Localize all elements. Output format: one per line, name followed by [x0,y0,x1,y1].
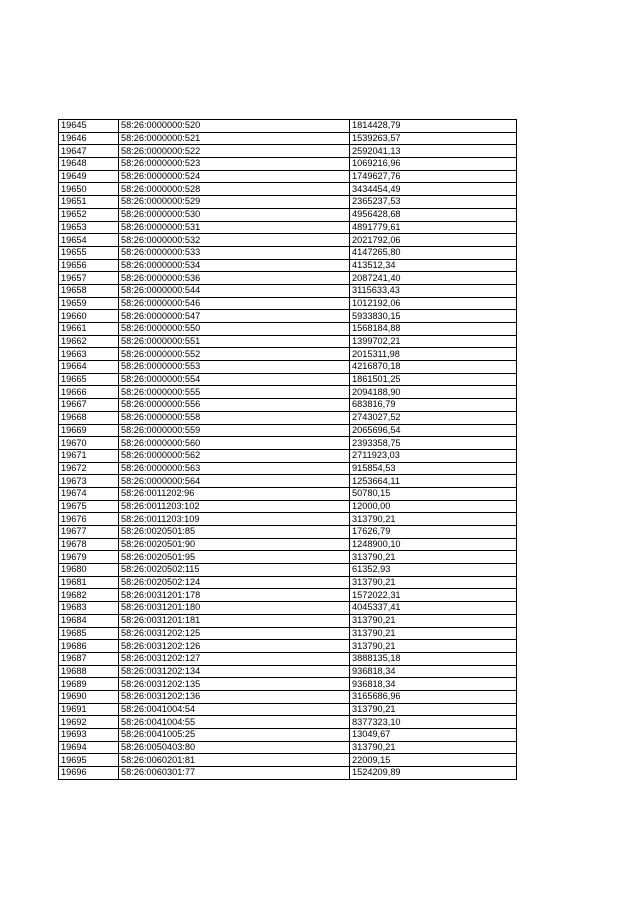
value-cell: 3434454,49 [350,183,517,196]
value-cell: 936818,34 [350,678,517,691]
cadastral-number-cell: 58:26:0020501:95 [119,551,350,564]
table-row [59,259,517,272]
row-number-cell: 19661 [59,323,119,336]
cadastral-number-cell: 58:26:0000000:529 [119,196,350,209]
table-row [59,132,517,145]
cadastral-number-cell: 58:26:0000000:521 [119,132,350,145]
cadastral-number-cell: 58:26:0000000:562 [119,449,350,462]
value-cell: 313790,21 [350,703,517,716]
value-cell: 313790,21 [350,627,517,640]
value-cell: 1568184,88 [350,323,517,336]
row-number-cell: 19650 [59,183,119,196]
table-row [59,754,517,767]
value-cell: 8377323,10 [350,716,517,729]
row-number-cell: 19648 [59,158,119,171]
table-row [59,767,517,780]
cadastral-number-cell: 58:26:0000000:563 [119,462,350,475]
cadastral-number-cell: 58:26:0000000:520 [119,120,350,133]
cadastral-number-cell: 58:26:0041005:25 [119,729,350,742]
value-cell: 50780,15 [350,487,517,500]
cadastral-number-cell: 58:26:0020501:90 [119,538,350,551]
cadastral-number-cell: 58:26:0060301:77 [119,767,350,780]
table-row [59,183,517,196]
cadastral-number-cell: 58:26:0031201:178 [119,589,350,602]
value-cell: 2365237,53 [350,196,517,209]
cadastral-number-cell: 58:26:0000000:554 [119,373,350,386]
value-cell: 2015311,98 [350,348,517,361]
cadastral-number-cell: 58:26:0031202:127 [119,652,350,665]
row-number-cell: 19690 [59,690,119,703]
cadastral-number-cell: 58:26:0000000:528 [119,183,350,196]
row-number-cell: 19668 [59,411,119,424]
value-cell: 313790,21 [350,513,517,526]
cadastral-number-cell: 58:26:0031201:181 [119,614,350,627]
row-number-cell: 19645 [59,120,119,133]
value-cell: 2592041,13 [350,145,517,158]
table-row [59,475,517,488]
cadastral-number-cell: 58:26:0060201:81 [119,754,350,767]
table-body [59,120,517,780]
value-cell: 313790,21 [350,614,517,627]
table-row [59,348,517,361]
table-row [59,538,517,551]
value-cell: 1248900,10 [350,538,517,551]
row-number-cell: 19647 [59,145,119,158]
value-cell: 1861501,25 [350,373,517,386]
cadastral-number-cell: 58:26:0031202:134 [119,665,350,678]
value-cell: 1069216,96 [350,158,517,171]
row-number-cell: 19692 [59,716,119,729]
cadastral-number-cell: 58:26:0031202:136 [119,690,350,703]
cadastral-number-cell: 58:26:0031202:126 [119,640,350,653]
table-row [59,640,517,653]
table-row [59,373,517,386]
table-row [59,589,517,602]
row-number-cell: 19653 [59,221,119,234]
row-number-cell: 19681 [59,576,119,589]
table-row [59,665,517,678]
table-row [59,487,517,500]
table-row [59,500,517,513]
cadastral-number-cell: 58:26:0020502:115 [119,564,350,577]
row-number-cell: 19682 [59,589,119,602]
value-cell: 5933830,15 [350,310,517,323]
row-number-cell: 19683 [59,602,119,615]
row-number-cell: 19652 [59,208,119,221]
cadastral-number-cell: 58:26:0031201:180 [119,602,350,615]
cadastral-number-cell: 58:26:0000000:556 [119,399,350,412]
cadastral-number-cell: 58:26:0020501:85 [119,526,350,539]
row-number-cell: 19662 [59,335,119,348]
value-cell: 4216870,18 [350,361,517,374]
row-number-cell: 19651 [59,196,119,209]
cadastral-number-cell: 58:26:0000000:550 [119,323,350,336]
cadastral-number-cell: 58:26:0020502:124 [119,576,350,589]
table-row [59,703,517,716]
value-cell: 1253664,11 [350,475,517,488]
table-row [59,614,517,627]
row-number-cell: 19649 [59,170,119,183]
table-row [59,576,517,589]
cadastral-number-cell: 58:26:0000000:559 [119,424,350,437]
value-cell: 3115633,43 [350,284,517,297]
value-cell: 1399702,21 [350,335,517,348]
cadastral-number-cell: 58:26:0000000:552 [119,348,350,361]
cadastral-number-cell: 58:26:0000000:546 [119,297,350,310]
table-row [59,399,517,412]
table-row [59,284,517,297]
table-row [59,158,517,171]
value-cell: 936818,34 [350,665,517,678]
row-number-cell: 19664 [59,361,119,374]
cadastral-number-cell: 58:26:0000000:544 [119,284,350,297]
cadastral-value-table [58,119,517,780]
table-row [59,551,517,564]
row-number-cell: 19674 [59,487,119,500]
value-cell: 313790,21 [350,576,517,589]
row-number-cell: 19672 [59,462,119,475]
value-cell: 61352,93 [350,564,517,577]
value-cell: 4956428,68 [350,208,517,221]
table-row [59,462,517,475]
row-number-cell: 19675 [59,500,119,513]
table-row [59,297,517,310]
value-cell: 313790,21 [350,551,517,564]
value-cell: 1524209,89 [350,767,517,780]
cadastral-number-cell: 58:26:0000000:524 [119,170,350,183]
row-number-cell: 19688 [59,665,119,678]
row-number-cell: 19684 [59,614,119,627]
value-cell: 2065696,54 [350,424,517,437]
value-cell: 1539263,57 [350,132,517,145]
cadastral-number-cell: 58:26:0000000:522 [119,145,350,158]
cadastral-number-cell: 58:26:0000000:564 [119,475,350,488]
value-cell: 17626,79 [350,526,517,539]
cadastral-number-cell: 58:26:0000000:558 [119,411,350,424]
cadastral-number-cell: 58:26:0000000:523 [119,158,350,171]
value-cell: 13049,67 [350,729,517,742]
row-number-cell: 19676 [59,513,119,526]
cadastral-number-cell: 58:26:0031202:125 [119,627,350,640]
value-cell: 1012192,06 [350,297,517,310]
row-number-cell: 19686 [59,640,119,653]
row-number-cell: 19677 [59,526,119,539]
value-cell: 915854,53 [350,462,517,475]
value-cell: 4147265,80 [350,246,517,259]
row-number-cell: 19658 [59,284,119,297]
cadastral-number-cell: 58:26:0000000:555 [119,386,350,399]
row-number-cell: 19669 [59,424,119,437]
value-cell: 313790,21 [350,640,517,653]
row-number-cell: 19689 [59,678,119,691]
row-number-cell: 19679 [59,551,119,564]
value-cell: 4891779,61 [350,221,517,234]
table-row [59,678,517,691]
table-row [59,310,517,323]
value-cell: 313790,21 [350,741,517,754]
table-row [59,335,517,348]
value-cell: 1749627,76 [350,170,517,183]
row-number-cell: 19695 [59,754,119,767]
table-row [59,424,517,437]
table-row [59,411,517,424]
table-row [59,690,517,703]
row-number-cell: 19671 [59,449,119,462]
row-number-cell: 19673 [59,475,119,488]
value-cell: 2393358,75 [350,437,517,450]
row-number-cell: 19656 [59,259,119,272]
table-row [59,437,517,450]
table-row [59,272,517,285]
table-row [59,564,517,577]
cadastral-number-cell: 58:26:0000000:532 [119,234,350,247]
row-number-cell: 19666 [59,386,119,399]
cadastral-number-cell: 58:26:0031202:135 [119,678,350,691]
cadastral-number-cell: 58:26:0000000:547 [119,310,350,323]
row-number-cell: 19667 [59,399,119,412]
cadastral-number-cell: 58:26:0011203:102 [119,500,350,513]
table-row [59,208,517,221]
value-cell: 12000,00 [350,500,517,513]
cadastral-number-cell: 58:26:0000000:551 [119,335,350,348]
table-row [59,652,517,665]
cadastral-number-cell: 58:26:0000000:531 [119,221,350,234]
value-cell: 2094188,90 [350,386,517,399]
row-number-cell: 19678 [59,538,119,551]
table-row [59,234,517,247]
table-row [59,323,517,336]
value-cell: 1814428,79 [350,120,517,133]
cadastral-number-cell: 58:26:0000000:536 [119,272,350,285]
row-number-cell: 19663 [59,348,119,361]
row-number-cell: 19657 [59,272,119,285]
cadastral-number-cell: 58:26:0000000:553 [119,361,350,374]
value-cell: 4045337,41 [350,602,517,615]
cadastral-number-cell: 58:26:0000000:533 [119,246,350,259]
row-number-cell: 19687 [59,652,119,665]
value-cell: 22009,15 [350,754,517,767]
cadastral-number-cell: 58:26:0000000:530 [119,208,350,221]
table-row [59,716,517,729]
table-row [59,361,517,374]
value-cell: 683816,79 [350,399,517,412]
table-row [59,145,517,158]
cadastral-number-cell: 58:26:0041004:55 [119,716,350,729]
cadastral-number-cell: 58:26:0000000:534 [119,259,350,272]
row-number-cell: 19670 [59,437,119,450]
row-number-cell: 19659 [59,297,119,310]
row-number-cell: 19680 [59,564,119,577]
cadastral-number-cell: 58:26:0041004:54 [119,703,350,716]
table-row [59,627,517,640]
row-number-cell: 19691 [59,703,119,716]
value-cell: 2743027,52 [350,411,517,424]
row-number-cell: 19693 [59,729,119,742]
value-cell: 3888135,18 [350,652,517,665]
value-cell: 2021792,06 [350,234,517,247]
table-row [59,386,517,399]
row-number-cell: 19646 [59,132,119,145]
row-number-cell: 19665 [59,373,119,386]
cadastral-number-cell: 58:26:0011203:109 [119,513,350,526]
value-cell: 3165686,96 [350,690,517,703]
cadastral-number-cell: 58:26:0000000:560 [119,437,350,450]
table-row [59,246,517,259]
value-cell: 413512,34 [350,259,517,272]
table-row [59,449,517,462]
value-cell: 2711923,03 [350,449,517,462]
value-cell: 1572022,31 [350,589,517,602]
row-number-cell: 19655 [59,246,119,259]
table-row [59,526,517,539]
row-number-cell: 19694 [59,741,119,754]
row-number-cell: 19660 [59,310,119,323]
value-cell: 2087241,40 [350,272,517,285]
table-row [59,602,517,615]
cadastral-number-cell: 58:26:0011202:96 [119,487,350,500]
table-row [59,170,517,183]
cadastral-number-cell: 58:26:0050403:80 [119,741,350,754]
table-row [59,729,517,742]
table-row [59,120,517,133]
row-number-cell: 19654 [59,234,119,247]
table-row [59,221,517,234]
row-number-cell: 19696 [59,767,119,780]
table-row [59,513,517,526]
table-row [59,196,517,209]
table-row [59,741,517,754]
row-number-cell: 19685 [59,627,119,640]
